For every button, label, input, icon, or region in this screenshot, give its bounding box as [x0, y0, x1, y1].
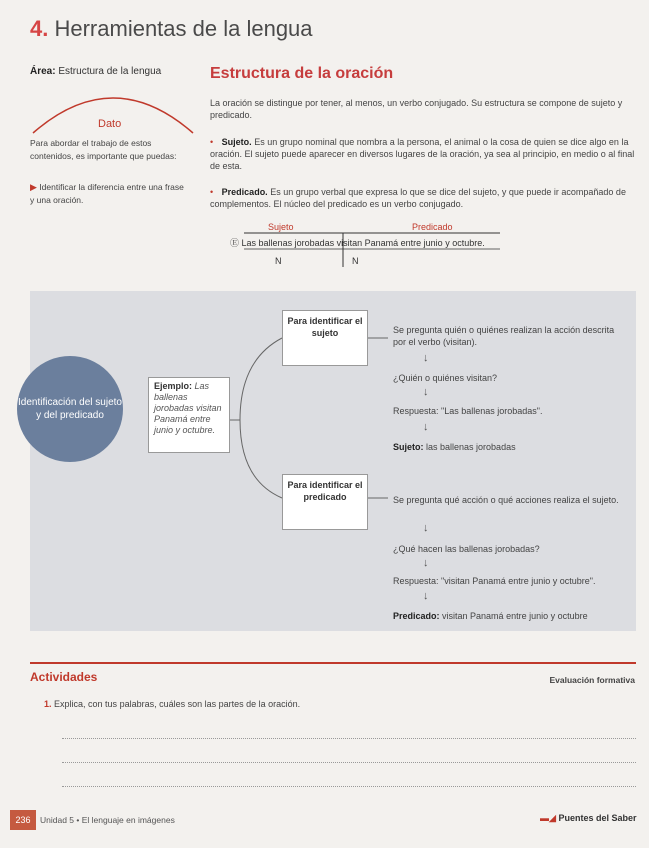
answer-line[interactable] — [62, 738, 636, 739]
bullet-subject — [210, 136, 635, 172]
brand-name: Puentes del Saber — [558, 813, 637, 823]
area-label: Área: — [30, 66, 56, 77]
activities-title: Actividades — [30, 670, 98, 684]
chapter-number: 4. — [30, 16, 49, 41]
subject-step-1: Se pregunta quién o quiénes realizan la acción descrita por el verbo (visitan). — [393, 325, 615, 347]
example-text-a: Las — [194, 381, 210, 391]
subject-result-value: las ballenas jorobadas — [426, 442, 516, 452]
answer-line[interactable] — [62, 786, 636, 787]
bullet-dot-icon: • — [210, 187, 214, 197]
triangle-bullet-icon: ▶ — [30, 182, 37, 192]
section-title: Estructura de la oración — [210, 65, 394, 82]
example-title: Ejemplo: — [154, 381, 193, 391]
concept-circle: Identificación del sujeto y del predicado — [17, 356, 123, 462]
example-predicate: visitan Panamá entre junio y octubre. — [336, 238, 485, 248]
box-identify-subject: Para identificar el sujeto — [282, 310, 368, 366]
example-subject: Las ballenas jorobadas — [241, 238, 335, 248]
predicate-step-2: ¿Qué hacen las ballenas jorobadas? — [393, 544, 540, 554]
arrow-down-icon: ↓ — [423, 386, 429, 398]
section-intro: La oración se distingue por tener, al menos, un verbo conjugado. Su estructura se compone de sujeto y predicado. — [210, 98, 623, 120]
chapter-title: Herramientas de la lengua — [54, 16, 313, 41]
dato-bullet — [30, 181, 190, 207]
subject-step-3: Respuesta: "Las ballenas jorobadas". — [393, 406, 543, 416]
bullet-text: Es un grupo verbal que expresa lo que se dice del sujeto, y que puede ir acompañado de complementos. El núcleo del predicado es un verbo conjugado. — [210, 187, 626, 209]
arrow-down-icon: ↓ — [423, 522, 429, 534]
arrow-down-icon: ↓ — [423, 590, 429, 602]
brand-mark-icon: ▬◢ — [540, 813, 556, 823]
predicate-result-value: visitan Panamá entre junio y octubre — [442, 611, 588, 621]
bullet-text: Es un grupo nominal que nombra a la persona, el animal o la cosa de quien se dice algo en la oración. El sujeto puede aparecer en diversos lugares de la oración, ya sea al principio, en medio o al final de esta. — [210, 137, 635, 171]
bullet-predicate — [210, 186, 635, 210]
question-number: 1. — [44, 699, 52, 709]
activity-question — [44, 699, 300, 709]
area-line — [30, 66, 161, 77]
bullet-dot-icon: • — [210, 137, 214, 147]
arrow-down-icon: ↓ — [423, 557, 429, 569]
activities-bar — [30, 662, 636, 664]
example-text-b: ballenas jorobadas visitan Panamá entre junio y octubre. — [154, 392, 222, 435]
dato-title: Dato — [98, 118, 122, 130]
footer-unit: Unidad 5 • El lenguaje en imágenes — [40, 815, 175, 825]
arrow-down-icon: ↓ — [423, 421, 429, 433]
dato-bullet-text: Identificar la diferencia entre una frase y una oración. — [30, 182, 184, 205]
area-value: Estructura de la lengua — [58, 66, 162, 77]
nucleus-subject: N — [275, 256, 282, 266]
subject-result — [393, 441, 623, 453]
bullet-term: Sujeto. — [221, 137, 252, 147]
brand-logo — [540, 813, 636, 824]
example-box — [148, 377, 230, 453]
subject-result-label: Sujeto: — [393, 442, 424, 452]
bullet-term: Predicado. — [221, 187, 268, 197]
label-subject: Sujeto — [268, 222, 294, 232]
predicate-result-label: Predicado: — [393, 611, 440, 621]
arrow-down-icon: ↓ — [423, 352, 429, 364]
page-number: 236 — [10, 810, 36, 830]
label-predicate: Predicado — [412, 222, 453, 232]
example-sentence — [230, 236, 485, 249]
subject-step-2: ¿Quién o quiénes visitan? — [393, 373, 498, 383]
predicate-step-3: Respuesta: "visitan Panamá entre junio y octubre". — [393, 576, 596, 586]
evaluation-label: Evaluación formativa — [549, 675, 635, 685]
example-marker: Ⓔ — [230, 238, 240, 248]
question-text: Explica, con tus palabras, cuáles son las partes de la oración. — [54, 699, 301, 709]
nucleus-predicate: N — [352, 256, 359, 266]
predicate-result — [393, 610, 633, 622]
dato-text: Para abordar el trabajo de estos contenidos, es importante que puedas: — [30, 138, 177, 161]
answer-line[interactable] — [62, 762, 636, 763]
box-identify-predicate: Para identificar el predicado — [282, 474, 368, 530]
predicate-step-1: Se pregunta qué acción o qué acciones realiza el sujeto. — [393, 495, 619, 505]
page-title — [30, 16, 313, 42]
